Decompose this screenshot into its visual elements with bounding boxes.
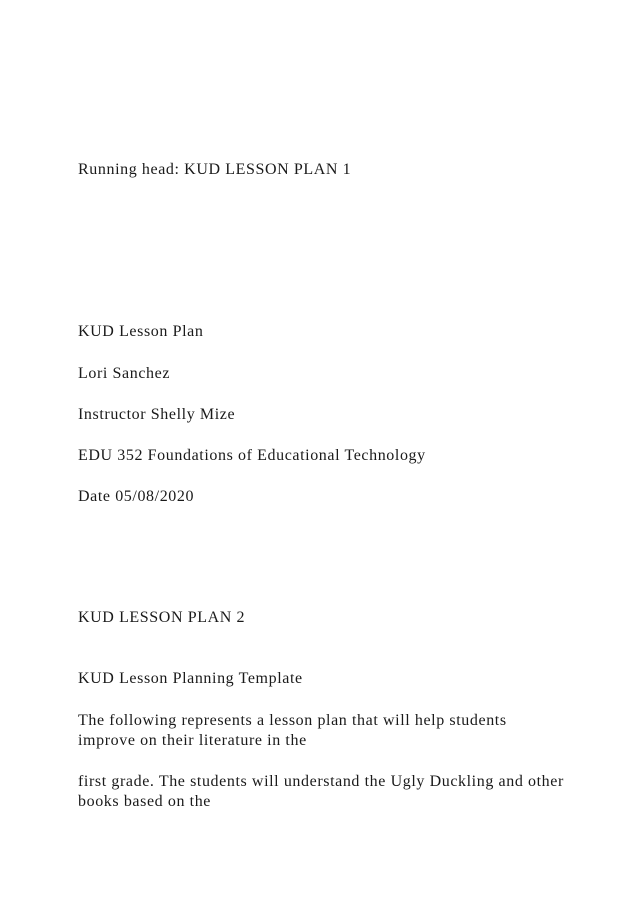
template-title: KUD Lesson Planning Template bbox=[78, 670, 303, 687]
body-paragraph-1: The following represents a lesson plan that will help students improve on their literature in the bbox=[78, 712, 507, 749]
course-name: EDU 352 Foundations of Educational Technology bbox=[78, 447, 426, 464]
instructor-name: Instructor Shelly Mize bbox=[78, 406, 236, 423]
page-header: KUD LESSON PLAN 2 bbox=[78, 609, 246, 626]
body-paragraph-2: first grade. The students will understand the Ugly Duckling and other books based on the bbox=[78, 773, 564, 810]
running-head: Running head: KUD LESSON PLAN 1 bbox=[78, 161, 352, 178]
author-name: Lori Sanchez bbox=[78, 365, 171, 382]
document-title: KUD Lesson Plan bbox=[78, 323, 204, 340]
document-date: Date 05/08/2020 bbox=[78, 488, 195, 505]
